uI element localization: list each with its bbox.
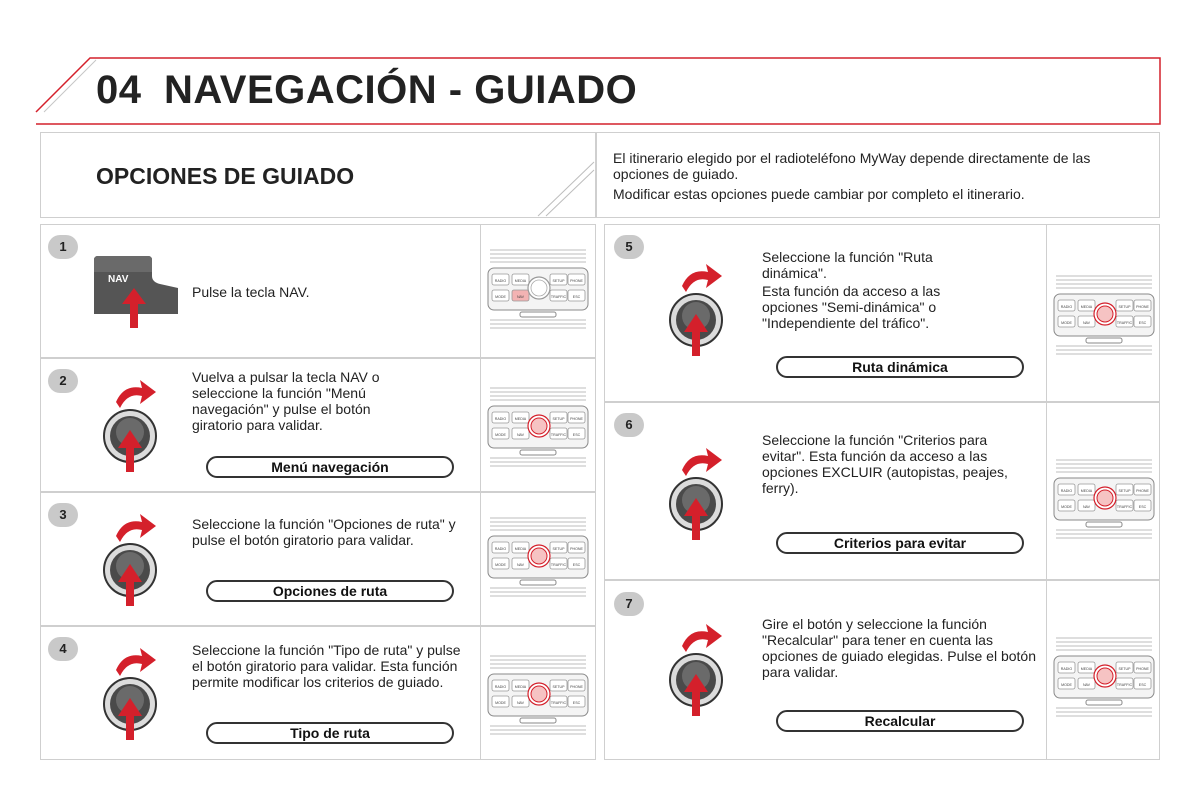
svg-text:MEDIA: MEDIA xyxy=(514,417,527,421)
svg-text:MODE: MODE xyxy=(495,433,506,437)
svg-text:PHONE: PHONE xyxy=(570,279,583,283)
svg-text:SETUP: SETUP xyxy=(552,417,565,421)
step-5-text xyxy=(762,249,982,333)
svg-text:RADIO: RADIO xyxy=(494,417,507,421)
step-text: Seleccione la función "Tipo de ruta" y pulse el botón giratorio para validar. Esta función permite modificar los criterios de guiado. xyxy=(192,642,461,690)
step-text: Esta función da acceso a las opciones "Semi-dinámica" o "Independiente del tráfico". xyxy=(762,283,941,331)
step-text: Vuelva a pulsar la tecla NAV o seleccione la función "Menú navegación" y pulse el botón giratorio para validar. xyxy=(192,369,380,433)
intro-text xyxy=(613,150,1143,206)
menu-navegacion-button[interactable]: Menú navegación xyxy=(206,456,454,478)
svg-text:RADIO: RADIO xyxy=(1060,667,1073,671)
svg-text:NAV: NAV xyxy=(516,701,525,705)
svg-text:PHONE: PHONE xyxy=(570,417,583,421)
step-2-text xyxy=(192,369,422,435)
radio-panel-illustration xyxy=(486,652,590,736)
step-number: 3 xyxy=(48,503,78,527)
svg-text:SETUP: SETUP xyxy=(552,547,565,551)
svg-text:TRAFFIC: TRAFFIC xyxy=(1116,321,1133,325)
step-number: 2 xyxy=(48,369,78,393)
nav-key-label: NAV xyxy=(108,274,129,285)
svg-text:TRAFFIC: TRAFFIC xyxy=(550,433,567,437)
svg-text:NAV: NAV xyxy=(516,295,525,299)
radio-panel-illustration xyxy=(486,384,590,468)
svg-text:MEDIA: MEDIA xyxy=(1080,489,1093,493)
step-3-text xyxy=(192,516,462,550)
radio-panel-illustration xyxy=(486,246,590,330)
svg-text:MODE: MODE xyxy=(495,563,506,567)
svg-text:SETUP: SETUP xyxy=(1118,667,1131,671)
svg-text:ESC: ESC xyxy=(1138,321,1147,325)
rotary-knob-icon xyxy=(666,442,730,542)
svg-text:PHONE: PHONE xyxy=(1136,667,1149,671)
svg-text:ESC: ESC xyxy=(572,563,581,567)
svg-text:MEDIA: MEDIA xyxy=(514,279,527,283)
svg-text:TRAFFIC: TRAFFIC xyxy=(550,563,567,567)
rotary-knob-icon xyxy=(100,374,164,474)
svg-text:RADIO: RADIO xyxy=(494,685,507,689)
step-number: 4 xyxy=(48,637,78,661)
step-4-text xyxy=(192,642,467,692)
rotary-knob-icon xyxy=(666,258,730,358)
svg-text:SETUP: SETUP xyxy=(1118,489,1131,493)
radio-panel-illustration xyxy=(1052,634,1156,718)
svg-text:TRAFFIC: TRAFFIC xyxy=(550,295,567,299)
step-number: 7 xyxy=(614,592,644,616)
svg-text:ESC: ESC xyxy=(1138,683,1147,687)
step-number: 5 xyxy=(614,235,644,259)
svg-text:RADIO: RADIO xyxy=(494,279,507,283)
svg-text:PHONE: PHONE xyxy=(570,547,583,551)
step-text: Seleccione la función "Ruta dinámica". xyxy=(762,249,933,281)
step-7-text xyxy=(762,616,1037,682)
criterios-para-evitar-button[interactable]: Criterios para evitar xyxy=(776,532,1024,554)
svg-text:TRAFFIC: TRAFFIC xyxy=(1116,683,1133,687)
svg-text:MEDIA: MEDIA xyxy=(514,685,527,689)
svg-text:SETUP: SETUP xyxy=(552,685,565,689)
svg-text:ESC: ESC xyxy=(572,433,581,437)
svg-text:ESC: ESC xyxy=(572,701,581,705)
svg-text:NAV: NAV xyxy=(516,433,525,437)
tipo-de-ruta-button[interactable]: Tipo de ruta xyxy=(206,722,454,744)
svg-text:MODE: MODE xyxy=(1061,321,1072,325)
svg-text:MODE: MODE xyxy=(1061,683,1072,687)
panel-divider xyxy=(480,224,481,760)
opciones-de-ruta-button[interactable]: Opciones de ruta xyxy=(206,580,454,602)
step-number: 6 xyxy=(614,413,644,437)
svg-text:SETUP: SETUP xyxy=(1118,305,1131,309)
section-title: OPCIONES DE GUIADO xyxy=(96,163,355,189)
radio-panel-illustration xyxy=(1052,272,1156,356)
svg-text:PHONE: PHONE xyxy=(570,685,583,689)
recalcular-button[interactable]: Recalcular xyxy=(776,710,1024,732)
radio-panel-illustration xyxy=(486,514,590,598)
step-1-text xyxy=(192,284,462,302)
svg-text:PHONE: PHONE xyxy=(1136,489,1149,493)
svg-text:RADIO: RADIO xyxy=(494,547,507,551)
svg-text:TRAFFIC: TRAFFIC xyxy=(550,701,567,705)
svg-text:MODE: MODE xyxy=(495,701,506,705)
svg-text:MEDIA: MEDIA xyxy=(1080,305,1093,309)
svg-text:NAV: NAV xyxy=(1082,505,1091,509)
svg-text:ESC: ESC xyxy=(1138,505,1147,509)
svg-text:TRAFFIC: TRAFFIC xyxy=(1116,505,1133,509)
svg-text:MODE: MODE xyxy=(495,295,506,299)
svg-text:MEDIA: MEDIA xyxy=(514,547,527,551)
step-6-text xyxy=(762,432,1032,498)
step-number: 1 xyxy=(48,235,78,259)
corner-fold xyxy=(530,160,596,220)
svg-text:MODE: MODE xyxy=(1061,505,1072,509)
svg-text:RADIO: RADIO xyxy=(1060,305,1073,309)
rotary-knob-icon xyxy=(100,642,164,742)
radio-panel-illustration xyxy=(1052,456,1156,540)
svg-text:NAV: NAV xyxy=(1082,321,1091,325)
ruta-dinamica-button[interactable]: Ruta dinámica xyxy=(776,356,1024,378)
svg-text:SETUP: SETUP xyxy=(552,279,565,283)
svg-text:MEDIA: MEDIA xyxy=(1080,667,1093,671)
intro-paragraph: El itinerario elegido por el radioteléfono MyWay depende directamente de las opciones de guiado. xyxy=(613,150,1091,182)
svg-text:NAV: NAV xyxy=(516,563,525,567)
chapter-number: 04 xyxy=(96,68,142,112)
step-text: Seleccione la función "Opciones de ruta" y pulse el botón giratorio para validar. xyxy=(192,516,456,548)
svg-text:RADIO: RADIO xyxy=(1060,489,1073,493)
step-text: Pulse la tecla NAV. xyxy=(192,284,310,300)
step-text: Seleccione la función "Criterios para evitar". Esta función da acceso a las opciones EXCLUIR (autopistas, peajes, ferry). xyxy=(762,432,1008,496)
intro-paragraph: Modificar estas opciones puede cambiar por completo el itinerario. xyxy=(613,186,1025,202)
rotary-knob-icon xyxy=(100,508,164,608)
svg-text:PHONE: PHONE xyxy=(1136,305,1149,309)
nav-key-icon xyxy=(90,252,180,332)
panel-divider xyxy=(1046,224,1047,760)
page-title: NAVEGACIÓN - GUIADO xyxy=(164,68,638,112)
step-text: Gire el botón y seleccione la función "Recalcular" para tener en cuenta las opciones de guiado elegidas. Pulse el botón para validar. xyxy=(762,616,1036,680)
svg-text:ESC: ESC xyxy=(572,295,581,299)
svg-text:NAV: NAV xyxy=(1082,683,1091,687)
rotary-knob-icon xyxy=(666,618,730,718)
